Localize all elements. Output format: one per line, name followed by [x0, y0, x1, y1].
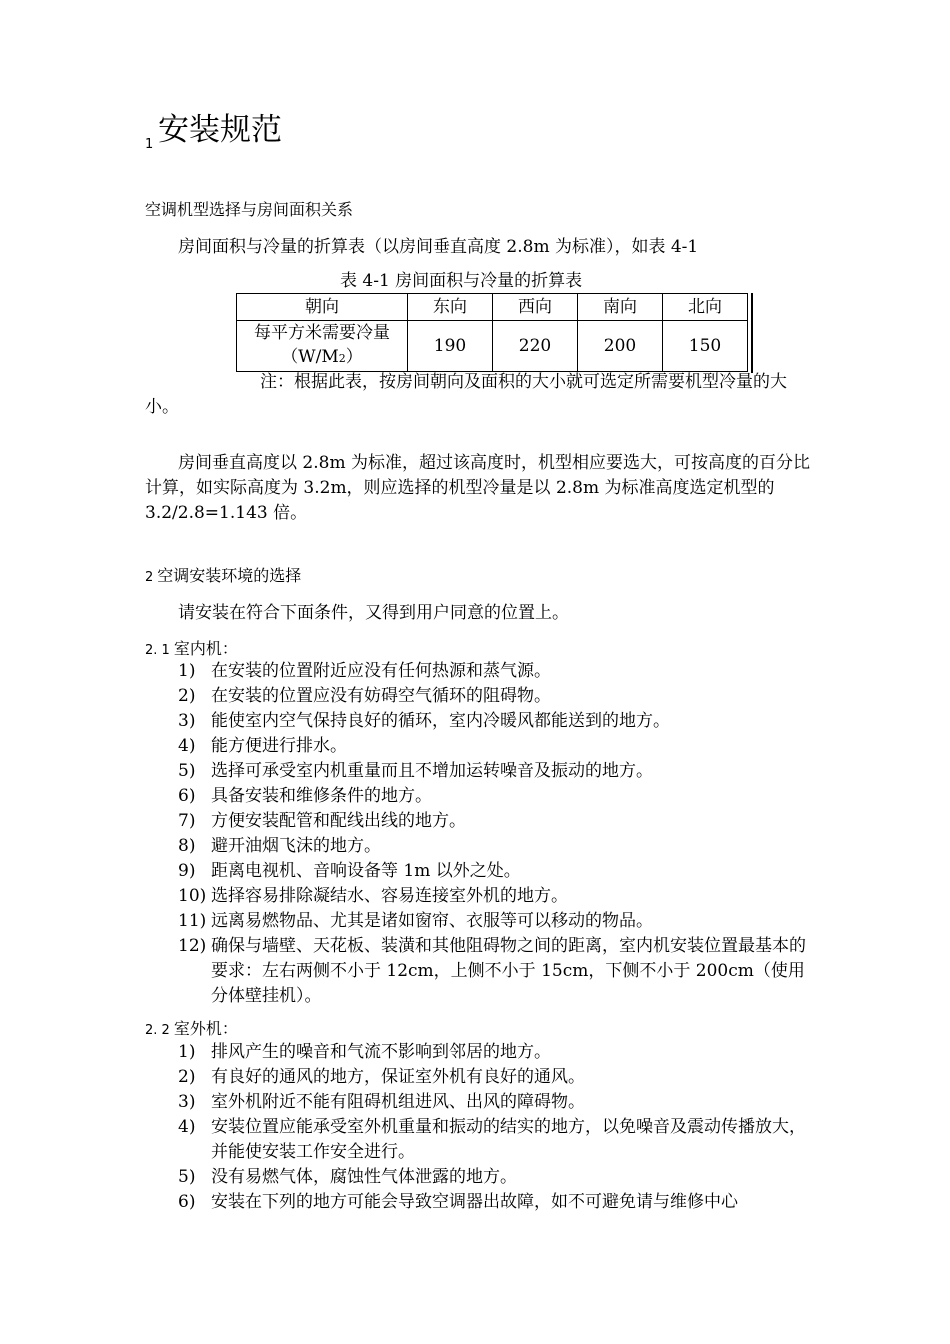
- table-row: [237, 321, 748, 372]
- sub2-title: 室外机：: [173, 1019, 238, 1038]
- row-label-line2: （W/M2）: [281, 347, 363, 367]
- sub2-heading: [145, 1016, 238, 1039]
- table-note: 注：根据此表，按房间朝向及面积的大小就可选定所需要机型冷量的大小。: [145, 372, 787, 417]
- section2-number: 2: [145, 570, 154, 585]
- sub1-number: 2. 1: [145, 643, 170, 658]
- table-cell: 220: [493, 321, 578, 372]
- table-header-cell: 西向: [493, 294, 578, 321]
- cooling-table: [236, 293, 748, 372]
- page-title: 安装规范: [158, 112, 282, 148]
- section2-title: 空调安装环境的选择: [157, 566, 302, 585]
- table-caption: 表 4-1 房间面积与冷量的折算表: [340, 271, 583, 291]
- document-page: 1 安装规范 空调机型选择与房间面积关系 房间面积与冷量的折算表（以房间垂直高度 2.8m 为标准），如表 4-1 表 4-1 房间面积与冷量的折算表 朝向 东向 西向 南向 北向 每平方米需要冷量 （W/M2） 190 220 200 150 注：根据此表，按房间朝向及面积的大小就可选定所需要机型冷量的大小。 房间垂直高度以 2.8m 为标准，超过该高度时，机型相应要选大，可按高度的百分比计算，如实际高度为 3.2m，则应选择的机型冷量是以 2.8m 为标准高度选定机型的 3.2/2.8=1.143 倍。 2 空调安装环境的选择 请安装在符合下面条件，又得到用户同意的位置上。 2. 1 室内机： 1) 在安装的位置附近应没有任何热源和蒸气源。 2) 在安装的位置应没有妨碍空气循环的阻碍物。 3) 能使室内空气保持良好的循环，室内冷暖风都能送到的地方。 4) 能方便进行排水。 5) 选择可承受室内机重量而且不增加运转噪音及振动的地方。 6) 具备安装和维修条件的地方。 7) 方便安装配管和配线出线的地方。 8) 避开油烟飞沫的地方。 9) 距离电视机、音响设备等 1m 以外之处。 10) 选择容易排除凝结水、容易连接室外机的地方。 11) 远离易燃物品、尤其是诸如窗帘、衣服等可以移动的物品。 12) 确保与墙壁、天花板、装潢和其他阻碍物之间的距离，室内机安装位置最基本的要求：左右两侧不小于 12cm，上侧不小于 15cm，下侧不小于 200cm（使用分体壁挂机）。 2. 2 室外机： 1) 排风产生的噪音和气流不影响到邻居的地方。 2) 有良好的通风的地方，保证室外机有良好的通风。 3) 室外机附近不能有阻碍机组进风、出风的障碍物。 4) 安装位置应能承受室外机重量和振动的结实的地方，以免噪音及震动传播放大，并能使安装工作安全进行。 5) 没有易燃气体，腐蚀性气体泄露的地方。 6) 安装在下列的地方可能会导致空调器出故障，如不可避免请与维修中心: [0, 0, 950, 1344]
- table-header-cell: 东向: [408, 294, 493, 321]
- table-header-cell: 南向: [578, 294, 663, 321]
- table-header-cell: 朝向: [237, 294, 408, 321]
- table-right-border: [751, 293, 753, 373]
- section2-heading: [145, 563, 301, 586]
- section2-intro: 请安装在符合下面条件，又得到用户同意的位置上。: [178, 603, 569, 623]
- section1-para2: 房间垂直高度以 2.8m 为标准，超过该高度时，机型相应要选大，可按高度的百分比计算，如实际高度为 3.2m，则应选择的机型冷量是以 2.8m 为标准高度选定机型的 3.2/2.8=1.143 倍。: [145, 453, 810, 523]
- section1-heading: 空调机型选择与房间面积关系: [145, 200, 354, 219]
- table-cell: 190: [408, 321, 493, 372]
- sub1-heading: [145, 636, 238, 659]
- table-header-row: [237, 294, 748, 321]
- table-row-label: [237, 321, 408, 372]
- table-cell: 150: [663, 321, 748, 372]
- title-number: 1: [145, 137, 154, 152]
- row-label-line1: 每平方米需要冷量: [254, 323, 390, 343]
- sub2-number: 2. 2: [145, 1023, 170, 1038]
- section1-intro: 房间面积与冷量的折算表（以房间垂直高度 2.8m 为标准），如表 4-1: [178, 237, 699, 257]
- table-cell: 200: [578, 321, 663, 372]
- table-header-cell: 北向: [663, 294, 748, 321]
- sub1-title: 室内机：: [173, 639, 238, 658]
